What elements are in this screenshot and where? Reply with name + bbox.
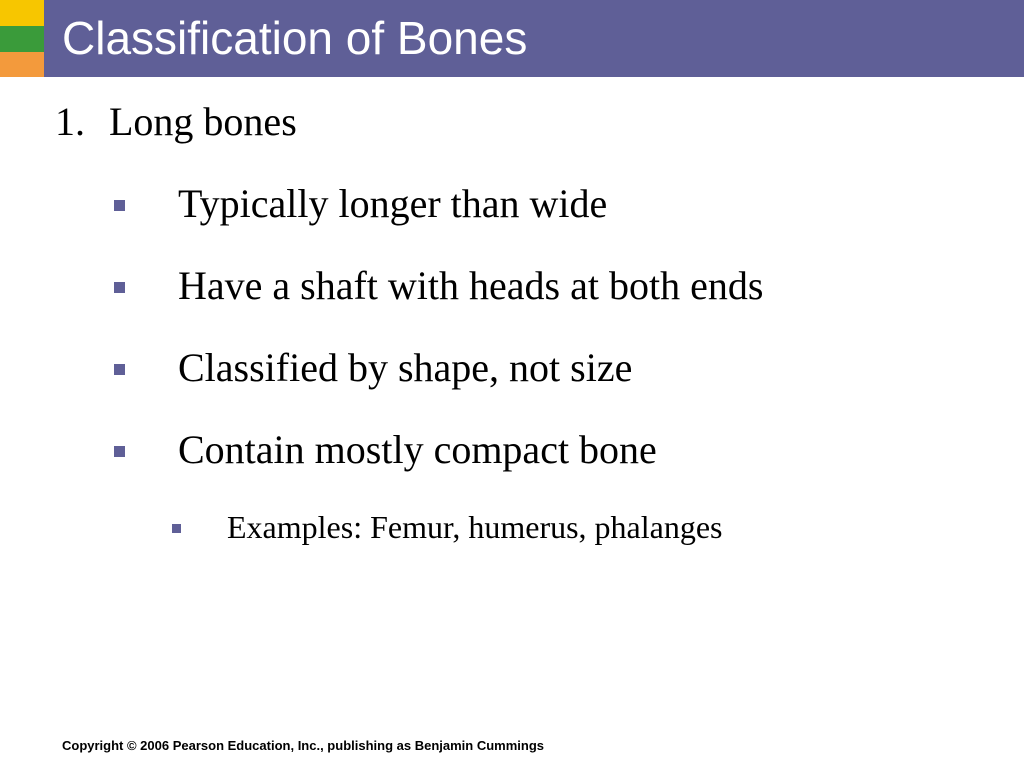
square-bullet-icon bbox=[114, 364, 125, 375]
bullet-text: Have a shaft with heads at both ends bbox=[178, 263, 764, 308]
sub-bullet-text: Examples: Femur, humerus, phalanges bbox=[227, 509, 723, 545]
corner-yellow-block bbox=[0, 0, 44, 26]
square-bullet-icon bbox=[114, 200, 125, 211]
corner-orange-block bbox=[0, 52, 44, 77]
square-bullet-icon bbox=[114, 282, 125, 293]
bullet-text: Typically longer than wide bbox=[178, 181, 608, 226]
slide-title: Classification of Bones bbox=[62, 12, 528, 64]
square-bullet-icon bbox=[172, 524, 181, 533]
corner-green-block bbox=[0, 26, 44, 52]
bullet-text: Contain mostly compact bone bbox=[178, 427, 657, 472]
copyright-footer: Copyright © 2006 Pearson Education, Inc., publishing as Benjamin Cummings bbox=[62, 738, 544, 753]
square-bullet-icon bbox=[114, 446, 125, 457]
list-heading-text: Long bones bbox=[109, 99, 297, 144]
list-heading bbox=[55, 98, 297, 146]
bullet-text: Classified by shape, not size bbox=[178, 345, 633, 390]
list-heading-number: 1. bbox=[55, 99, 85, 144]
